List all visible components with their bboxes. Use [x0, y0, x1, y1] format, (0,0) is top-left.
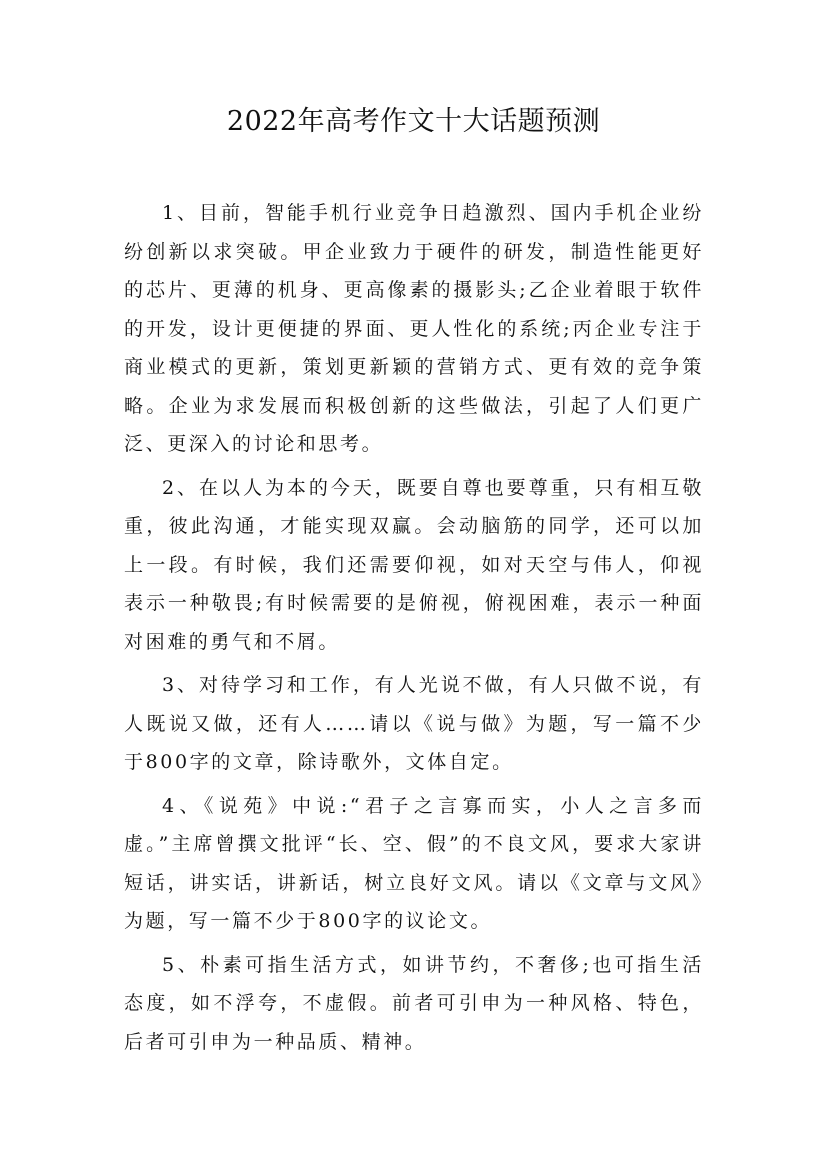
- paragraph-topic-2: 2、在以人为本的今天，既要自尊也要尊重，只有相互敬重，彼此沟通，才能实现双赢。会动脑筋的同学，还可以加上一段。有时候，我们还需要仰视，如对天空与伟人，仰视表示一种敬畏;有时候需要的是俯视，俯视困难，表示一种面对困难的勇气和不屑。: [124, 476, 704, 653]
- paragraph-topic-3: 3、对待学习和工作，有人光说不做，有人只做不说，有人既说又做，还有人……请以《说与做》为题，写一篇不少于800字的文章，除诗歌外，文体自定。: [124, 674, 704, 773]
- document-body: [124, 194, 704, 1066]
- paragraph-topic-1: 1、目前，智能手机行业竞争日趋激烈、国内手机企业纷纷创新以求突破。甲企业致力于硬件的研发，制造性能更好的芯片、更薄的机身、更高像素的摄影头;乙企业着眼于软件的开发，设计更便捷的界面、更人性化的系统;丙企业专注于商业模式的更新，策划更新颖的营销方式、更有效的竞争策略。企业为求发展而积极创新的这些做法，引起了人们更广泛、更深入的讨论和思考。: [124, 202, 704, 455]
- paragraph-topic-4: 4、《说苑》中说:“君子之言寡而实，小人之言多而虚。”主席曾撰文批评“长、空、假”的不良文风，要求大家讲短话，讲实话，讲新话，树立良好文风。请以《文章与文风》为题，写一篇不少于800字的议论文。: [124, 794, 704, 932]
- paragraph-topic-5: 5、朴素可指生活方式，如讲节约，不奢侈;也可指生活态度，如不浮夸，不虚假。前者可引申为一种风格、特色，后者可引申为一种品质、精神。: [124, 953, 704, 1053]
- document-title: 2022年高考作文十大话题预测: [226, 106, 601, 137]
